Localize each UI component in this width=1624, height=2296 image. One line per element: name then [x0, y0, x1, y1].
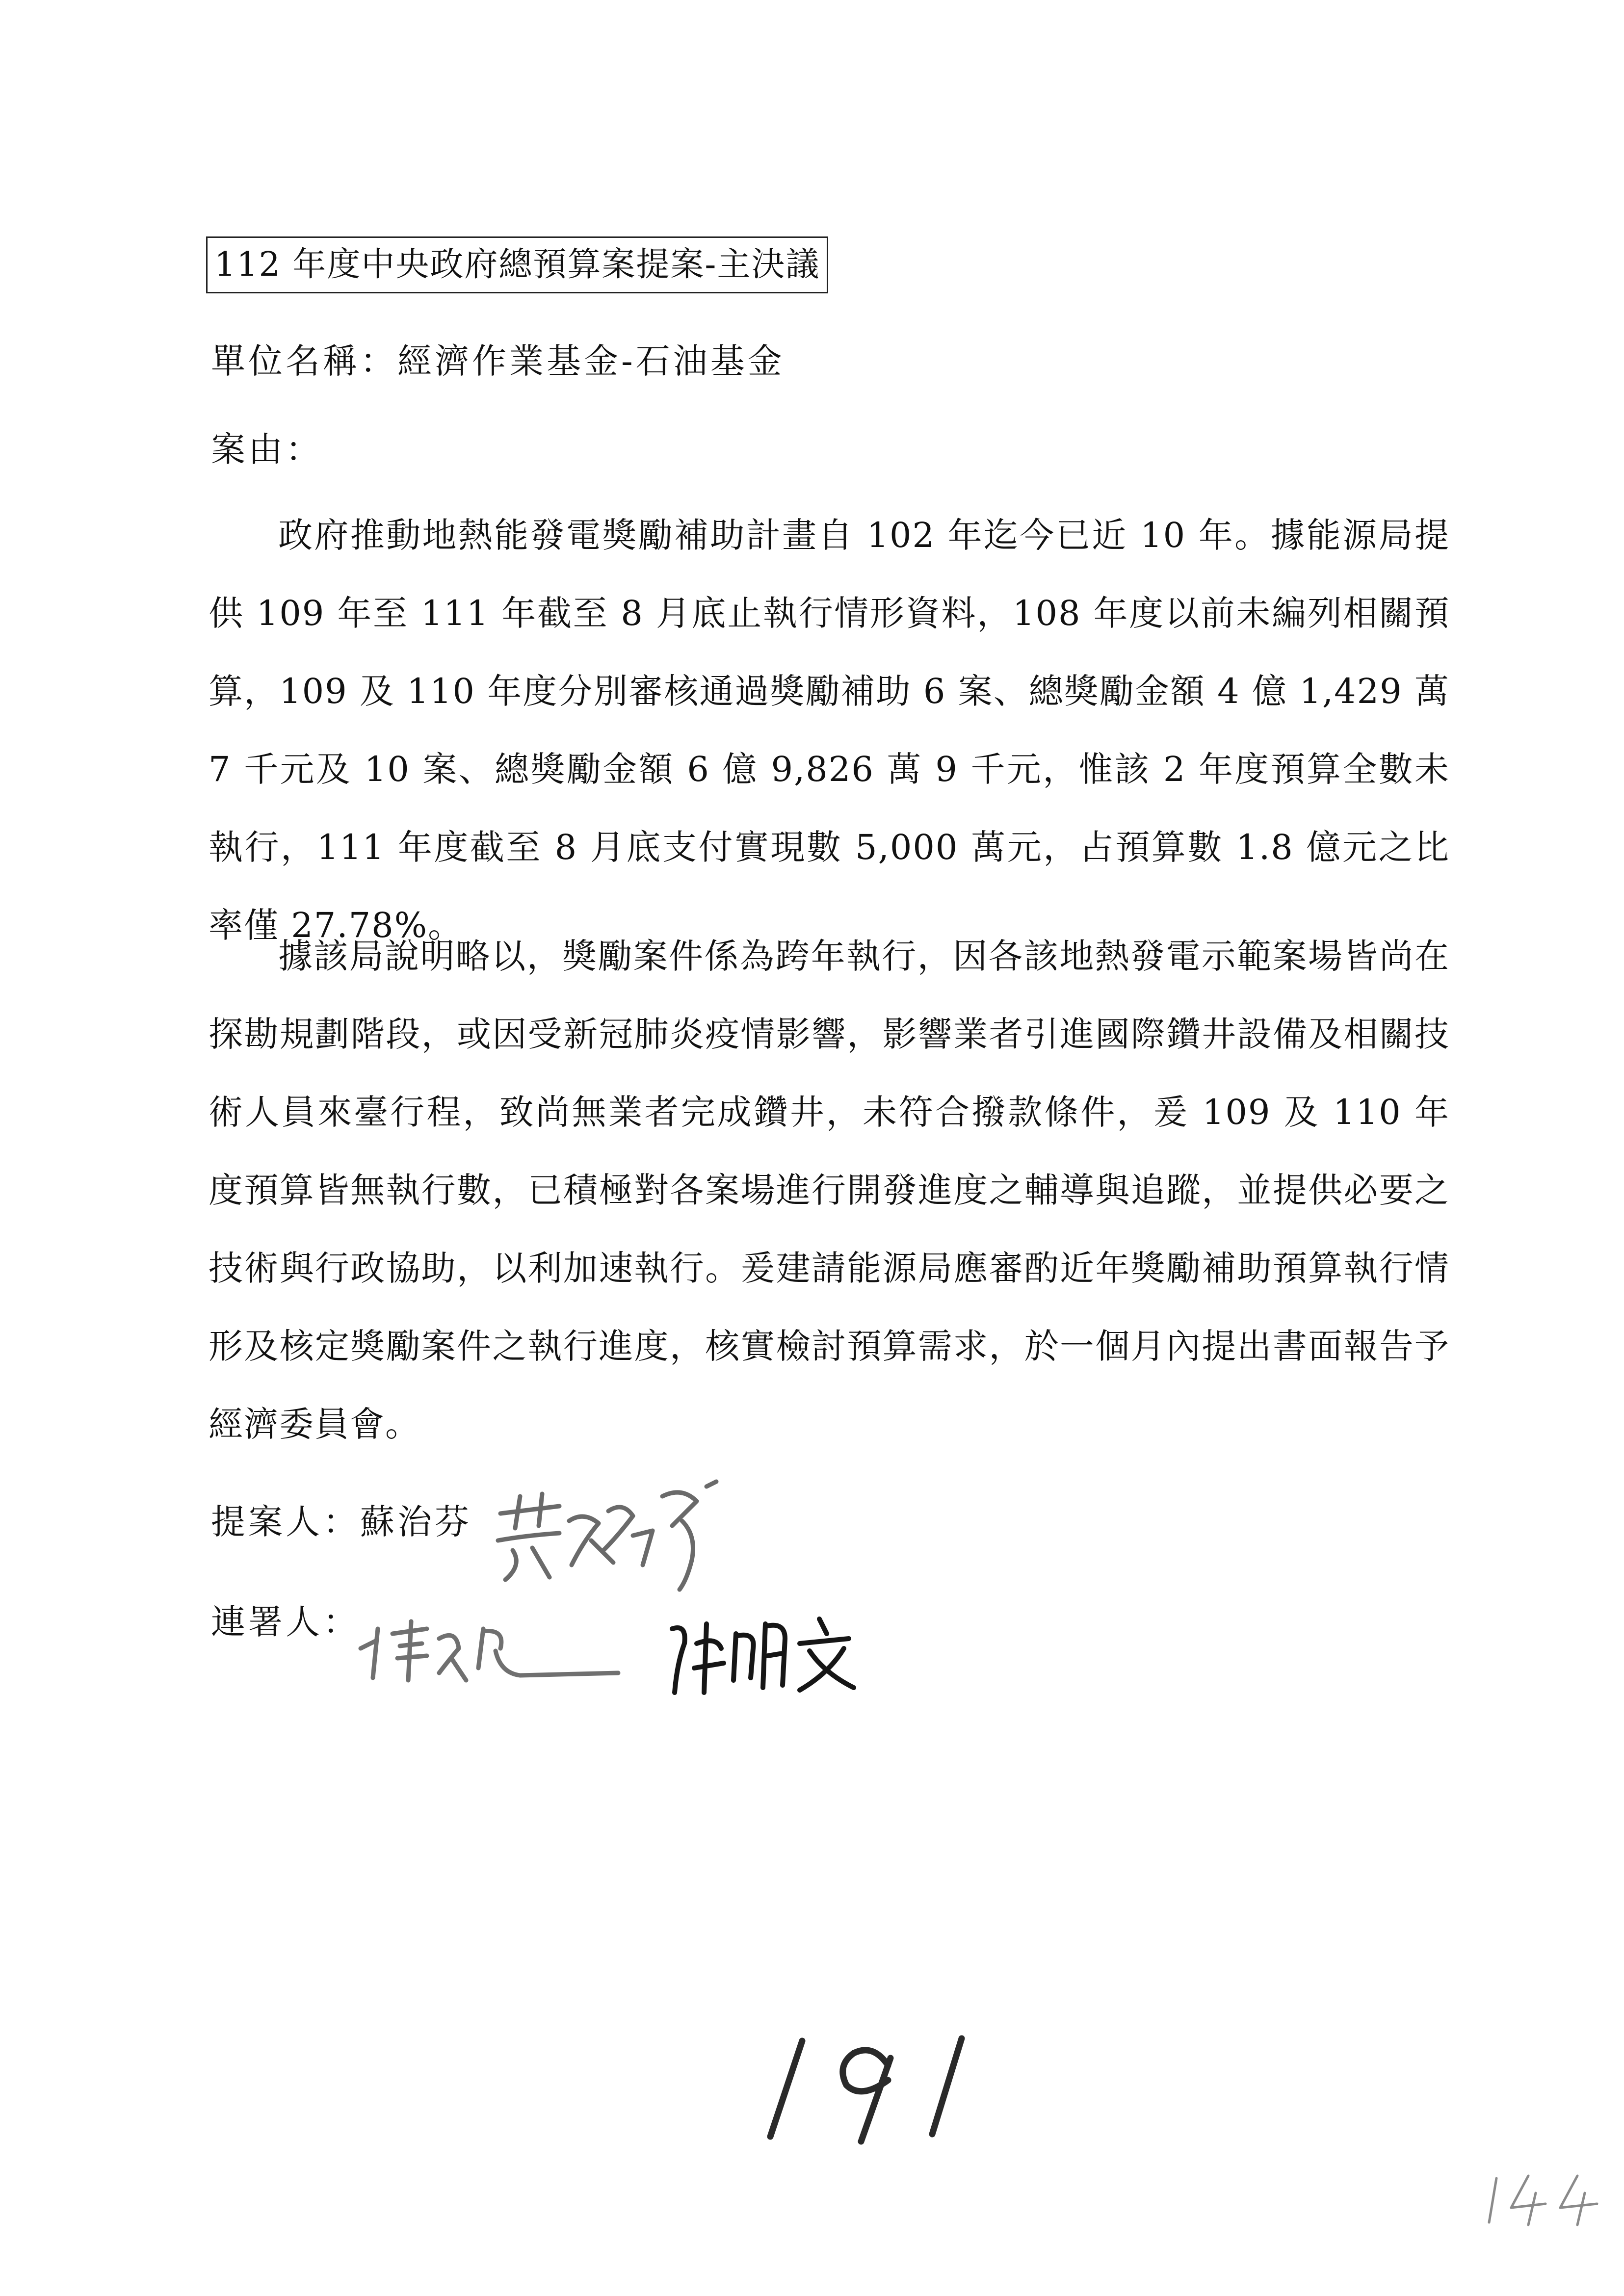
- proposer-label: 提案人：: [211, 1502, 360, 1542]
- cosigner-label: 連署人：: [211, 1602, 360, 1642]
- proposer-line: [211, 1497, 472, 1546]
- unit-label: 單位名稱：: [211, 341, 397, 381]
- reason-paragraph-1: 政府推動地熱能發電獎勵補助計畫自 102 年迄今已近 10 年。據能源局提供 109 年至 111 年截至 8 月底止執行情形資料，108 年度以前未編列相關預算，109 及 110 年度分別審核通過獎勵補助 6 案、總獎勵金額 4 億 1,429 萬 7 千元及 10 案、總獎勵金額 6 億 9,826 萬 9 千元，惟該 2 年度預算全數未執行，111 年度截至 8 月底支付實現數 5,000 萬元，占預算數 1.8 億元之比率僅 27.78%。: [209, 515, 1450, 945]
- unit-value: 經濟作業基金-石油基金: [397, 341, 785, 381]
- reason-label: 案由：: [211, 429, 323, 470]
- handwritten-page-number: [756, 2031, 991, 2151]
- document-title: 112 年度中央政府總預算案提案-主決議: [206, 236, 828, 293]
- proposer-signature: [486, 1467, 760, 1594]
- reason-paragraph-2: 據該局說明略以，獎勵案件係為跨年執行，因各該地熱發電示範案場皆尚在探勘規劃階段，或因受新冠肺炎疫情影響，影響業者引進國際鑽井設備及相關技術人員來臺行程，致尚無業者完成鑽井，未符合撥款條件，爰 109 及 110 年度預算皆無執行數，已積極對各案場進行開發進度之輔導與追蹤，並提供必要之技術與行政協助，以利加速執行。爰建請能源局應審酌近年獎勵補助預算執行情形及核定獎勵案件之執行進度，核實檢討預算需求，於一個月內提出書面報告予經濟委員會。: [209, 936, 1450, 1444]
- cosigner-signature-1: [353, 1594, 628, 1693]
- proposer-name: 蘇治芬: [360, 1502, 472, 1542]
- handwritten-sheet-number: [1482, 2168, 1609, 2234]
- cosigner-signature-2: [662, 1590, 917, 1707]
- unit-line: [211, 337, 785, 386]
